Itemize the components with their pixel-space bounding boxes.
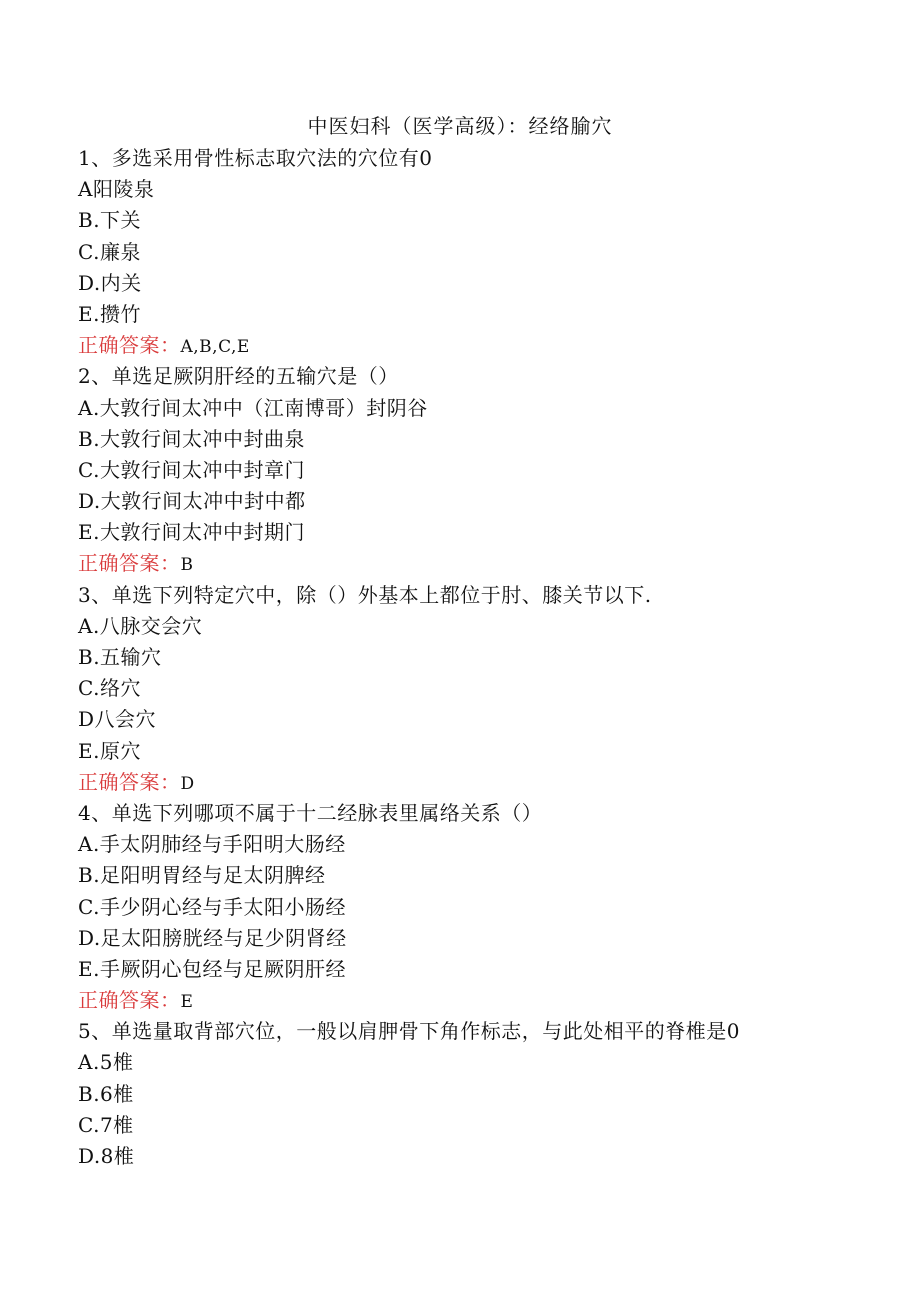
question-stem: 2、单选足厥阴肝经的五输穴是（） — [78, 364, 399, 389]
answer-value: E — [180, 992, 194, 1013]
option-item: D.内关 — [78, 270, 142, 295]
answer-label: 正确答案： — [78, 769, 181, 794]
answer-label: 正确答案： — [78, 551, 181, 576]
option-item: E.原穴 — [78, 738, 141, 763]
option-item: C.7椎 — [78, 1112, 134, 1137]
option-item: D八会穴 — [78, 707, 157, 732]
option-item: D.足太阳膀胱经与足少阴肾经 — [78, 925, 347, 950]
option-item: C.廉泉 — [78, 239, 141, 264]
correct-answer — [78, 985, 898, 1016]
option-item: D.大敦行间太冲中封中都 — [78, 489, 306, 514]
answer-value: A,B,C,E — [180, 337, 250, 358]
option-item: D.8椎 — [78, 1144, 135, 1168]
correct-answer — [78, 330, 898, 361]
option-item: A.5椎 — [78, 1050, 134, 1075]
option-item: B.下关 — [78, 208, 142, 233]
page-title: 中医妇科（医学高级）：经络腧穴 — [307, 114, 613, 138]
option-item: B.五输穴 — [78, 645, 162, 669]
option-item: B.足阳明胃经与足太阴脾经 — [78, 863, 326, 888]
option-item: C.络穴 — [78, 676, 141, 701]
question-stem: 3、单选下列特定穴中，除（）外基本上都位于肘、膝关节以下. — [78, 582, 652, 607]
option-item: A.大敦行间太冲中（江南博哥）封阴谷 — [78, 395, 428, 420]
option-item: B.大敦行间太冲中封曲泉 — [78, 426, 306, 451]
answer-value: B — [180, 555, 194, 576]
option-item: C.手少阴心经与手太阳小肠经 — [78, 894, 346, 919]
question-list — [78, 143, 898, 1172]
option-item: A.手太阴肺经与手阳明大肠经 — [78, 832, 346, 857]
option-item: E.攒竹 — [78, 301, 141, 326]
option-item: B.6椎 — [78, 1081, 134, 1106]
question-stem: 5、单选量取背部穴位，一般以肩胛骨下角作标志，与此处相平的脊椎是0 — [78, 1019, 740, 1044]
option-item: A阳陵泉 — [78, 177, 155, 202]
answer-label: 正确答案： — [78, 333, 181, 358]
correct-answer — [78, 767, 898, 798]
option-item: E.手厥阴心包经与足厥阴肝经 — [78, 956, 346, 981]
correct-answer — [78, 548, 898, 579]
question-stem: 4、单选下列哪项不属于十二经脉表里属络关系（） — [78, 800, 543, 825]
answer-value: D — [180, 773, 195, 794]
option-item: A.八脉交会穴 — [78, 613, 203, 638]
option-item: C.大敦行间太冲中封章门 — [78, 457, 305, 482]
option-item: E.大敦行间太冲中封期门 — [78, 520, 305, 545]
question-stem: 1、多选采用骨性标志取穴法的穴位有0 — [78, 146, 433, 170]
answer-label: 正确答案： — [78, 988, 181, 1013]
